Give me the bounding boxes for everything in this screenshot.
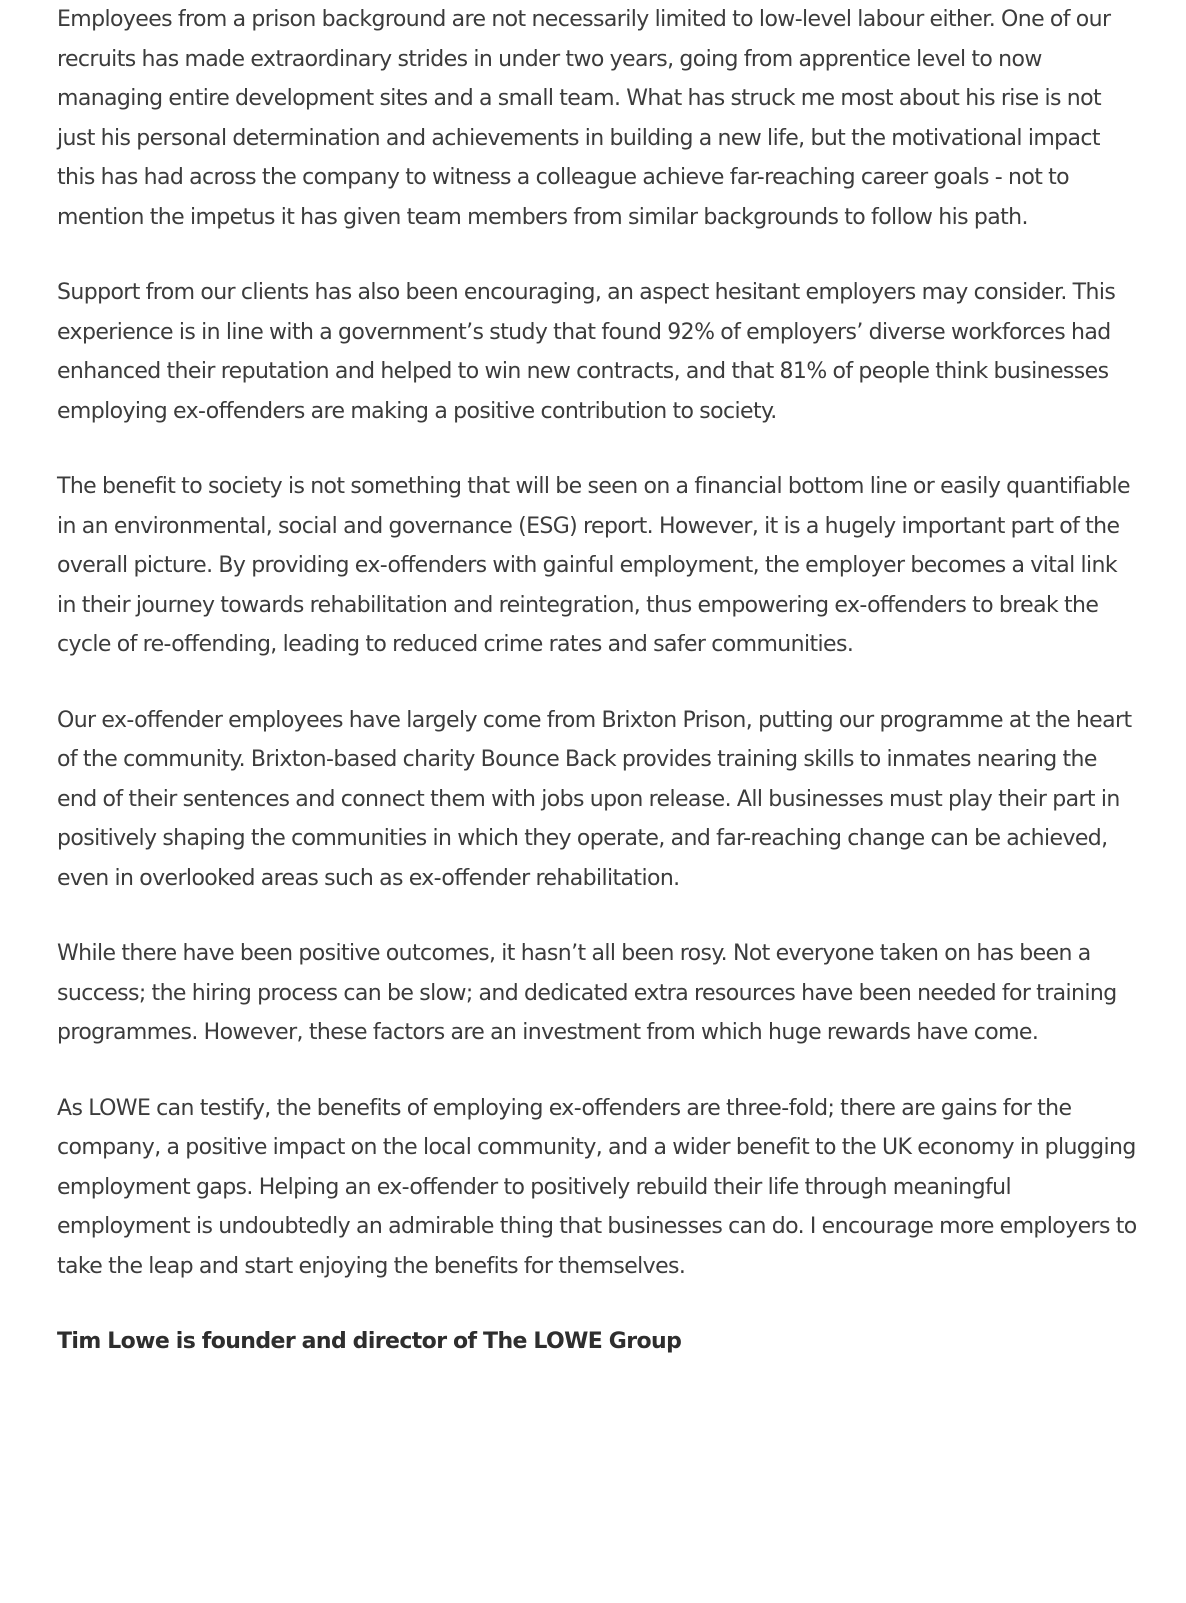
- article-paragraph: While there have been positive outcomes, it hasn’t all been rosy. Not everyone taken on has been a success; the hiring process can be slow; and dedicated extra resources have been needed for training programmes. However, these factors are an investment from which huge rewards have come.: [57, 941, 1117, 1045]
- article-paragraph: Support from our clients has also been encouraging, an aspect hesitant employers may consider. This experience is in line with a government’s study that found 92% of employers’ diverse workforces had enhanced their reputation and helped to win new contracts, and that 81% of people think businesses employing ex-offenders are making a positive contribution to society.: [57, 280, 1116, 424]
- article-paragraph: Employees from a prison background are not necessarily limited to low-level labour either. One of our recruits has made extraordinary strides in under two years, going from apprentice level to now managing entire development sites and a small team. What has struck me most about his rise is not just his personal determination and achievements in building a new life, but the motivational impact this has had across the company to witness a colleague achieve far-reaching career goals - not to mention the impetus it has given team members from similar backgrounds to follow his path.: [57, 7, 1111, 230]
- author-bio: Tim Lowe is founder and director of The LOWE Group: [57, 1329, 682, 1354]
- article-paragraph: Our ex-offender employees have largely come from Brixton Prison, putting our programme at the heart of the community. Brixton-based charity Bounce Back provides training skills to inmates nearing the end of their sentences and connect them with jobs upon release. All businesses must play their part in positively shaping the communities in which they operate, and far-reaching change can be achieved, even in overlooked areas such as ex-offender rehabilitation.: [57, 707, 1132, 891]
- article-paragraph: The benefit to society is not something that will be seen on a financial bottom line or easily quantifiable in an environmental, social and governance (ESG) report. However, it is a hugely important part of the overall picture. By providing ex-offenders with gainful employment, the employer becomes a vital link in their journey towards rehabilitation and reintegration, thus empowering ex-offenders to break the cycle of re-offending, leading to reduced crime rates and safer communities.: [57, 474, 1130, 657]
- article-paragraph: As LOWE can testify, the benefits of employing ex-offenders are three-fold; there are gains for the company, a positive impact on the local community, and a wider benefit to the UK economy in plugging employment gaps. Helping an ex-offender to positively rebuild their life through meaningful employment is undoubtedly an admirable thing that businesses can do. I encourage more employers to take the leap and start enjoying the benefits for themselves.: [57, 1095, 1137, 1279]
- article-body: [57, 0, 1137, 1398]
